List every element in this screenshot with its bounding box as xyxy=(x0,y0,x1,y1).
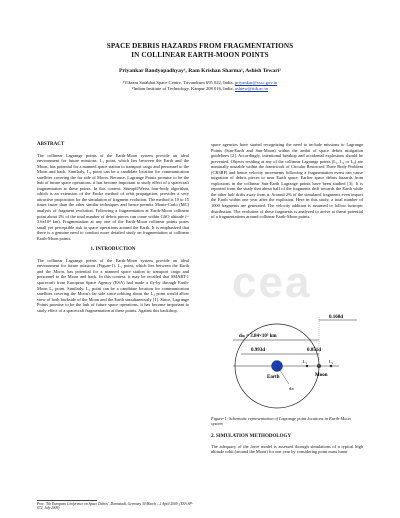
label-l2: L₂ xyxy=(329,359,334,364)
title-line-1: SPACE DEBRIS HAZARDS FROM FRAGMENTATIONS xyxy=(106,42,294,50)
abstract-paragraph: The collinear Lagrange points of the Earth-Moon system provide an ideal environment for future missions. L₁ point, which lies between the Earth and the Moon, has potential for a manned space station to transport cargo and personnel to the Moon and back. Similarly, L₂ point can be a candidate location for communication satellites covering the far side of Moon. Because, Lagrange Points promise to be the hub of future space operations, it has become important to study effect of a spacecraft fragmentation at these points. In this context, Stumpff/Weiss four-body algorithm, which is an extension of the Encke method of orbit propagation, provides a very attractive proposition for the simulation of fragment evolution. The method is 10 to 15 times faster than the other similar techniques and hence permits Monte-Carlo (MC) analysis of fragment evolution. Following a fragmentation at Earth-Moon collinear point about 2% of the total number of debris pieces can come within GSO altitude (~ 3.6x10⁴ km). Fragmentation at any one of the Earth-Moon collinear points poses small yet perceptible risk to space operations around the Earth. It is emphasized that there is a genuine need to conduct more detailed study on fragmentation at collinear Earth-Moon points. xyxy=(37,152,189,241)
l2-point-icon xyxy=(330,365,332,367)
right-column-paragraph: space agencies have started recognizing the need to include missions to Lagrange Points (Sun-Earth and Sun-Moon) within the ambit of space debris mitigation guidelines [2]. Accordingly, intentional breakup and accidental explosions should be prevented. Objects residing at any of the collinear Lagrange points (L₁, L₂ or L₃) are nominally unstable within the framework of Circular Restricted Three Body Problem (CR3BP) and hence velocity increments following a fragmentation event can cause migration of debris pieces to near Earth space. Earlier space debris hazards from explosions in the collinear Sun-Earth Lagrange points have been studied [3]. It is reported from the study that about half of the fragments drift towards the Earth while the other half drifts away from it. Around 2% of the simulated fragments even impact the Earth within one year after the explosion. Here in this study, a total number of 1000 fragments are generated. The velocity addition is assumed to follow isotropic distribution. The evolution of these fragments is analyzed to arrive at threat potential of a fragmentations around collinear Earth-Moon points. xyxy=(211,142,363,220)
label-l1-fraction: 0.993d xyxy=(251,348,266,353)
figure-caption: Figure-1: Schematic representation of Lagrange point locations in Earth-Moon system xyxy=(211,416,351,427)
label-earth: Earth xyxy=(267,375,280,380)
email-link-1[interactable]: priyankar@vssc.gov.in xyxy=(234,80,278,85)
label-top-fraction: 0.168d xyxy=(329,315,344,320)
introduction-paragraph: The collinear Lagrange points of the Earth-Moon system provide an ideal environment for future missions (Figure-1). L₁ point, which lies between the Earth and the Moon, has potential for a manned space station to transport cargo and personnel to the Moon and back. In this context, it may be recalled that SMART-1 spacecraft from European Space Agency (ESA) had made a fly-by through Earth-Moon L₁ point. Similarly, L₂ point can be a candidate location for communication satellites covering the Moon's far side since orbiting about the L₂ point would allow view of both backside of the Moon and the Earth simultaneously [1]. Since, Lagrange Points promise to be the hub of future space operations, it has become important to study effect of a spacecraft fragmentation at these points. Against this backdrop, xyxy=(37,257,189,313)
paper-title xyxy=(40,42,360,60)
affiliation-1-text: ¹Vikram Sarabhai Space Centre, Trivandrum 695 022, India, xyxy=(122,80,235,85)
affiliation-2-text: ²Indian Institute of Technology, Kanpur 208 016, India, xyxy=(132,86,235,92)
left-column xyxy=(37,142,189,317)
simulation-heading: 2. SIMULATION METHODOLOGY xyxy=(211,434,292,439)
simulation-section xyxy=(211,434,363,455)
introduction-heading: 1. INTRODUCTION xyxy=(90,247,136,253)
title-line-2: IN COLLINEAR EARTH-MOON POINTS xyxy=(131,51,269,59)
affiliations xyxy=(40,80,360,92)
moon-icon xyxy=(317,364,321,368)
label-l2-fraction: 0.051d xyxy=(307,348,322,353)
label-l1: L₁ xyxy=(303,359,308,364)
label-earth-moon-distance: dₘ = 3.84×10⁵ km xyxy=(239,334,277,339)
affiliation-2 xyxy=(40,86,360,92)
label-dm: dₘ xyxy=(289,386,295,391)
email-link-2[interactable]: ashtew@iitk.ac.in xyxy=(234,86,268,92)
simulation-paragraph: The adequacy of the force model is assessed through simulations of a typical high altitude orbit (around the Moon) for one year by considering point mass lunar xyxy=(211,443,363,455)
footnote-rule xyxy=(37,500,97,501)
label-moon: Moon xyxy=(315,373,328,378)
right-column xyxy=(211,142,363,224)
footnote-text: Proc. '5th European Conference on Space Debris', Darmstadt, Germany 30 March – 2 April 2009, (ESA SP-672, July 2009) xyxy=(37,502,193,511)
watermark-logo: cea xyxy=(232,258,312,307)
lagrange-points-figure xyxy=(211,310,363,410)
l1-point-icon xyxy=(306,365,308,367)
abstract-heading: ABSTRACT xyxy=(37,142,65,147)
author-list: Priyankar Bandyopadhyay¹, Ram Krishan Sharma¹, Ashish Tewari² xyxy=(119,68,281,74)
